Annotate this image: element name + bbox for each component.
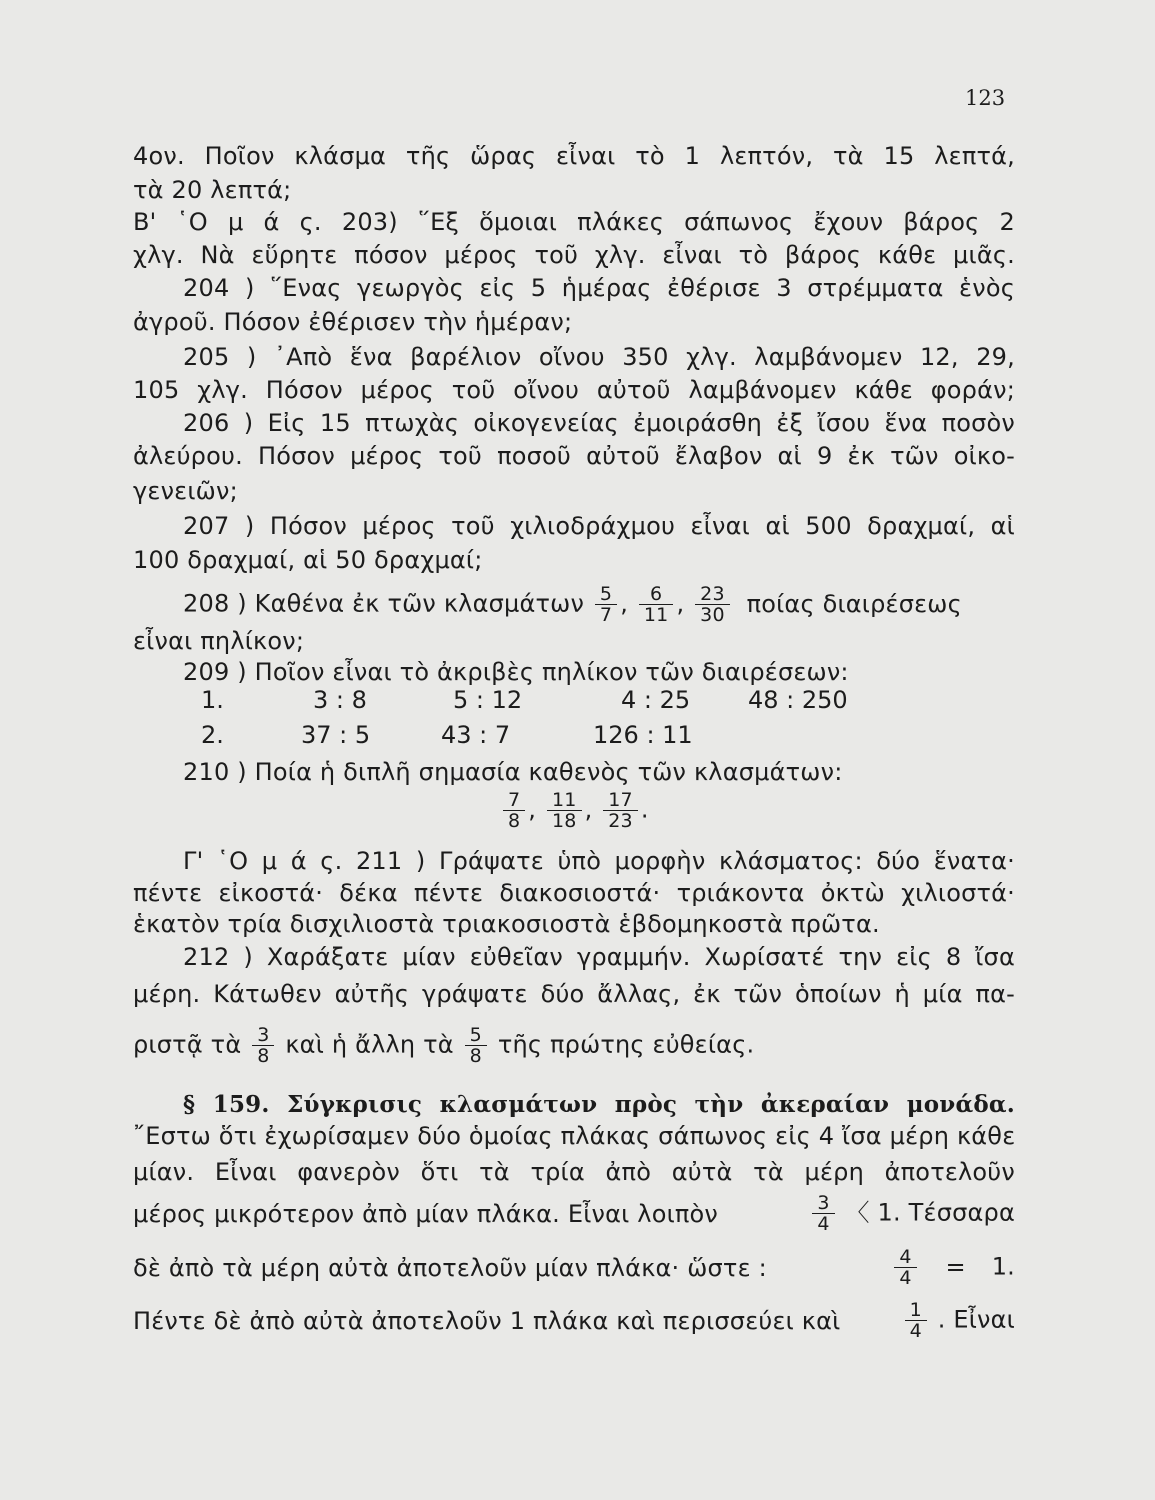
denominator: 23 (608, 810, 633, 832)
text: 〈 1. Τέσσαρα (845, 1198, 1015, 1227)
numerator: 6 (639, 584, 674, 605)
division-row-1-item-2: 5 : 12 (453, 686, 523, 714)
exercise-204-cont: ἀγροῦ. Πόσον ἐθέρισεν τὴν ἡμέραν; (133, 308, 573, 336)
division-row-2-item-2: 43 : 7 (441, 721, 511, 749)
exercise-211-cont: πέντε εἰκοστά· δέκα πέντε διακοσιοστά· τριάκοντα ὀκτὼ χιλιοστά· (133, 879, 1015, 907)
section-para-line-2: μίαν. Εἶναι φανερὸν ὅτι τὰ τρία ἀπὸ αὐτὰ τὰ μέρη ἀποτελοῦν (133, 1158, 1015, 1186)
comma: , (528, 795, 537, 824)
period: . (640, 795, 649, 824)
fraction-7-8 (503, 790, 525, 831)
inequality-3-4 (809, 1193, 1015, 1234)
denominator: 8 (508, 810, 521, 832)
page-number: 123 (965, 86, 1006, 110)
exercise-208-tail: ποίας διαιρέσεως (746, 589, 962, 618)
division-row-1-item-4: 48 : 250 (748, 686, 848, 714)
text: καὶ ἡ ἄλλη τὰ (285, 1030, 454, 1059)
division-row-2-item-3: 126 : 11 (593, 721, 693, 749)
numerator: 7 (503, 790, 525, 811)
text: . Εἶναι (937, 1305, 1015, 1334)
numerator: 4 (894, 1247, 916, 1268)
text: 1. (991, 1252, 1015, 1281)
exercise-206-end: γενειῶν; (133, 477, 238, 505)
exercise-203-cont: χλγ. Νὰ εὕρητε πόσον μέρος τοῦ χλγ. εἶναι τὸ βάρος κάθε μιᾶς. (133, 241, 1015, 269)
fraction-17-23 (603, 790, 638, 831)
fraction-1-4 (905, 1300, 927, 1341)
division-row-1-item-3: 4 : 25 (621, 686, 691, 714)
equation-4-4 (891, 1247, 1015, 1288)
denominator: 11 (643, 604, 669, 626)
text: Πέντε δὲ ἀπὸ αὐτὰ ἀποτελοῦν 1 πλάκα καὶ περισσεύει καὶ (133, 1306, 841, 1335)
exercise-205-cont: 105 χλγ. Πόσον μέρος τοῦ οἴνου αὐτοῦ λαμβάνομεν κάθε φοράν; (133, 376, 1015, 404)
exercise-210-line: 210 ) Ποία ἡ διπλῆ σημασία καθενὸς τῶν κλασμάτων: (183, 758, 843, 786)
exercise-207-cont: 100 δραχμαί, αἱ 50 δραχμαί; (133, 546, 483, 574)
exercise-205-line: 205 ) ᾽Απὸ ἕνα βαρέλιον οἴνου 350 χλγ. λαμβάνομεν 12, 29, (183, 343, 1015, 371)
exercise-211-line: Γ' ῾Ο μ ά ς. 211 ) Γράψατε ὑπὸ μορφὴν κλάσματος: δύο ἕνατα· (183, 847, 1015, 875)
section-heading: § 159. Σύγκρισις κλασμάτων πρὸς τὴν ἀκεραίαν μονάδα. (183, 1091, 1015, 1118)
fraction-3-8 (252, 1025, 274, 1066)
exercise-209-line: 209 ) Ποῖον εἶναι τὸ ἀκριβὲς πηλίκον τῶν διαιρέσεων: (183, 658, 849, 686)
fraction-5-7 (595, 584, 617, 625)
exercise-208-cont: εἶναι πηλίκον; (133, 627, 305, 655)
exercise-212-end (133, 1025, 1015, 1066)
denominator: 8 (257, 1045, 270, 1067)
fraction-4-4 (894, 1247, 916, 1288)
numerator: 23 (695, 584, 730, 605)
comma: , (620, 589, 629, 618)
denominator: 18 (551, 810, 577, 832)
division-row-2-label: 2. (201, 721, 224, 749)
denominator: 4 (909, 1320, 922, 1342)
numerator: 5 (465, 1025, 487, 1046)
fraction-11-18 (547, 790, 582, 831)
exercise-206-cont: ἀλεύρου. Πόσον μέρος τοῦ ποσοῦ αὐτοῦ ἔλαβον αἱ 9 ἐκ τῶν οἰκο- (133, 442, 1015, 470)
section-para-line-3 (133, 1193, 1015, 1234)
numerator: 1 (905, 1300, 927, 1321)
denominator: 8 (469, 1045, 482, 1067)
numerator: 17 (603, 790, 638, 811)
fraction-23-30 (695, 584, 730, 625)
numerator: 3 (812, 1193, 834, 1214)
denominator: 7 (599, 604, 613, 626)
text: ριστᾷ τὰ (133, 1030, 242, 1059)
numerator: 11 (547, 790, 582, 811)
exercise-212-cont: μέρη. Κάτωθεν αὐτῆς γράψατε δύο ἄλλας, ἐκ τῶν ὁποίων ἡ μία πα- (133, 980, 1015, 1008)
section-para-line-4 (133, 1247, 1015, 1288)
denominator: 4 (899, 1267, 912, 1289)
fraction-tail (902, 1300, 1015, 1341)
text: τῆς πρώτης εὐθείας. (497, 1030, 755, 1059)
numerator: 3 (252, 1025, 274, 1046)
numerator: 5 (595, 584, 617, 605)
fraction-5-8 (465, 1025, 487, 1066)
exercise-204-line: 204 ) ῞Ενας γεωργὸς εἰς 5 ἡμέρας ἐθέρισε 3 στρέμματα ἑνὸς (183, 274, 1015, 302)
denominator: 30 (700, 604, 725, 626)
division-row-1-label: 1. (201, 686, 224, 714)
denominator: 4 (817, 1213, 830, 1235)
exercise-203-line: Β' ῾Ο μ ά ς. 203) ῞Εξ ὅμοιαι πλάκες σάπωνος ἔχουν βάρος 2 (133, 208, 1015, 236)
text-line-1: 4ον. Ποῖον κλάσμα τῆς ὥρας εἶναι τὸ 1 λεπτόν, τὰ 15 λεπτά, (133, 142, 1015, 170)
section-para-line-5 (133, 1300, 1015, 1341)
text: μέρος μικρότερον ἀπὸ μίαν πλάκα. Εἶναι λοιπὸν (133, 1199, 719, 1228)
text: δὲ ἀπὸ τὰ μέρη αὐτὰ ἀποτελοῦν μίαν πλάκα· ὥστε : (133, 1253, 767, 1282)
fraction-6-11 (639, 584, 674, 625)
exercise-208-line (183, 584, 1015, 625)
exercise-206-line: 206 ) Εἰς 15 πτωχὰς οἰκογενείας ἐμοιράσθη ἐξ ἴσου ἕνα ποσὸν (183, 409, 1015, 437)
text-line-2: τὰ 20 λεπτά; (133, 176, 292, 204)
comma: , (676, 589, 685, 618)
exercise-208-text: 208 ) Καθένα ἐκ τῶν κλασμάτων (183, 589, 585, 618)
exercise-211-end: ἑκατὸν τρία δισχιλιοστὰ τριακοσιοστὰ ἑβδομηκοστὰ πρῶτα. (133, 910, 880, 938)
division-row-1-item-1: 3 : 8 (313, 686, 367, 714)
exercise-210-fractions (500, 790, 800, 831)
section-para-line-1: ῎Εστω ὅτι ἐχωρίσαμεν δύο ὁμοίας πλάκας σάπωνος εἰς 4 ἴσα μέρη κάθε (133, 1122, 1016, 1150)
comma: , (584, 795, 593, 824)
equals-sign: = (945, 1252, 966, 1281)
fraction-3-4 (812, 1193, 834, 1234)
exercise-212-line: 212 ) Χαράξατε μίαν εὐθεῖαν γραμμήν. Χωρίσατέ την εἰς 8 ἴσα (183, 943, 1015, 971)
division-row-2-item-1: 37 : 5 (301, 721, 371, 749)
exercise-207-line: 207 ) Πόσον μέρος τοῦ χιλιοδράχμου εἶναι αἱ 500 δραχμαί, αἱ (183, 512, 1015, 540)
